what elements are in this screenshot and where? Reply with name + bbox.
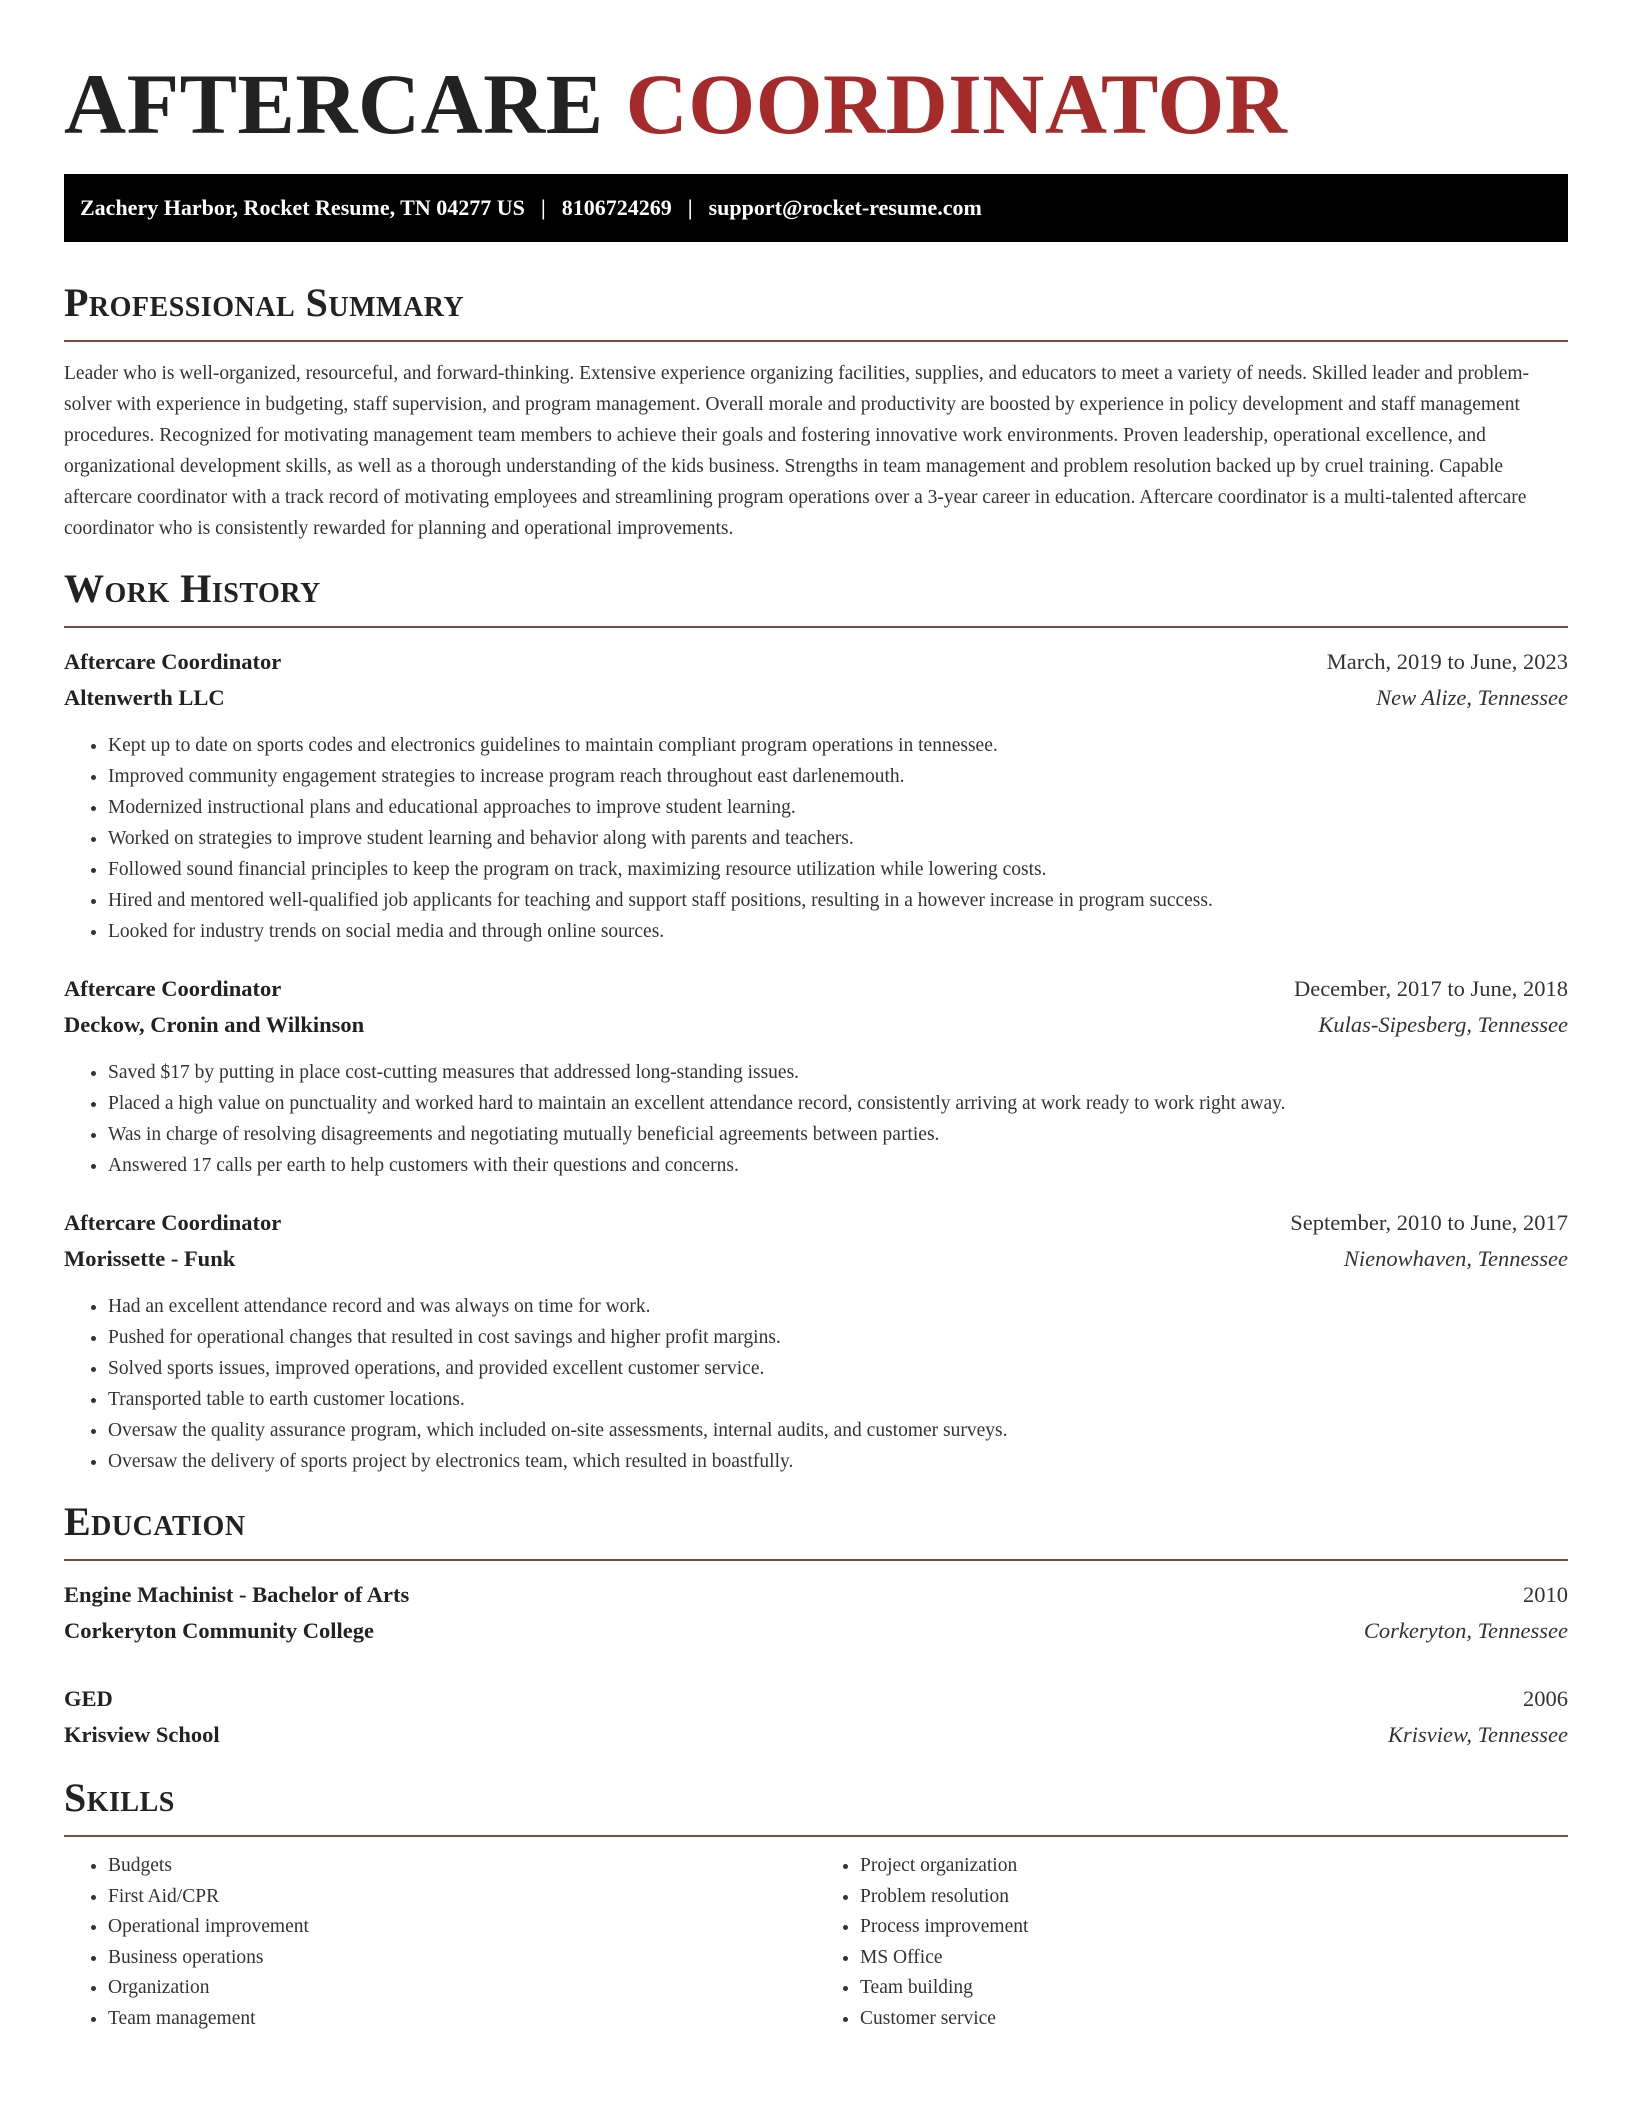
skill-item: • Business operations (108, 1943, 816, 1974)
job-location: Nienowhaven, Tennessee (1343, 1246, 1568, 1271)
education-location: Corkeryton, Tennessee (1363, 1618, 1568, 1643)
list-item: • Improved community engagement strategies to increase program reach throughout east darlenemouth. (108, 761, 1568, 792)
resume-title (64, 56, 1568, 152)
job-dates: September, 2010 to June, 2017 (1290, 1210, 1568, 1235)
job-location: New Alize, Tennessee (1376, 685, 1568, 710)
skill-item: • Problem resolution (860, 1882, 1568, 1913)
skills-list-left (64, 1851, 816, 2034)
job-title: Aftercare Coordinator (64, 976, 282, 1001)
job-dates: March, 2019 to June, 2023 (1326, 649, 1568, 674)
education-degree: Engine Machinist - Bachelor of Arts (64, 1582, 410, 1607)
job-company-row (64, 680, 1568, 716)
section-divider (64, 626, 1568, 628)
job-company-row (64, 1241, 1568, 1277)
skill-item: • First Aid/CPR (108, 1882, 816, 1913)
list-item: • Answered 17 calls per earth to help customers with their questions and concerns. (108, 1150, 1568, 1181)
list-item: • Followed sound financial principles to keep the program on track, maximizing resource utilization while lowering costs. (108, 854, 1568, 885)
contact-address: Zachery Harbor, Rocket Resume, TN 04277 US (80, 195, 525, 220)
job-header-row (64, 1205, 1568, 1241)
contact-email: support@rocket-resume.com (708, 195, 982, 220)
job-bullets (64, 1291, 1568, 1477)
skill-item: • Team building (860, 1973, 1568, 2004)
skill-item: • Process improvement (860, 1912, 1568, 1943)
title-role-word: AFTERCARE (64, 56, 604, 152)
job-company: Altenwerth LLC (64, 685, 225, 710)
contact-separator: | (687, 195, 693, 220)
education-header-row (64, 1577, 1568, 1613)
title-accent-word: COORDINATOR (625, 56, 1288, 152)
skill-item: • Organization (108, 1973, 816, 2004)
skills-columns (64, 1851, 1568, 2034)
list-item: • Looked for industry trends on social media and through online sources. (108, 916, 1568, 947)
job-header-row (64, 971, 1568, 1007)
section-heading-education: Education (64, 1499, 246, 1544)
section-heading-work-history: Work History (64, 566, 321, 611)
contact-separator: | (540, 195, 546, 220)
list-item: • Oversaw the delivery of sports project by electronics team, which resulted in boastfully. (108, 1446, 1568, 1477)
skill-item: • Project organization (860, 1851, 1568, 1882)
education-header-row (64, 1681, 1568, 1717)
education-section (64, 1499, 1568, 1753)
job-company-row (64, 1007, 1568, 1043)
job-entry (64, 1205, 1568, 1477)
job-company: Deckow, Cronin and Wilkinson (64, 1012, 365, 1037)
job-bullets (64, 1057, 1568, 1181)
list-item: • Hired and mentored well-qualified job applicants for teaching and support staff positions, resulting in a however increase in program success. (108, 885, 1568, 916)
skills-section (64, 1775, 1568, 2034)
list-item: • Kept up to date on sports codes and electronics guidelines to maintain compliant program operations in tennessee. (108, 730, 1568, 761)
job-location: Kulas-Sipesberg, Tennessee (1318, 1012, 1568, 1037)
job-company: Morissette - Funk (64, 1246, 236, 1271)
job-entry (64, 971, 1568, 1181)
skill-item: • Budgets (108, 1851, 816, 1882)
list-item: • Worked on strategies to improve student learning and behavior along with parents and teachers. (108, 823, 1568, 854)
contact-bar (64, 174, 1568, 242)
education-school: Krisview School (64, 1722, 220, 1747)
section-divider (64, 1559, 1568, 1561)
education-school-row (64, 1613, 1568, 1649)
job-bullets (64, 730, 1568, 947)
skill-item: • MS Office (860, 1943, 1568, 1974)
contact-phone: 8106724269 (561, 195, 672, 220)
work-history-section (64, 566, 1568, 1477)
education-school: Corkeryton Community College (64, 1618, 374, 1643)
section-heading-summary: Professional Summary (64, 280, 465, 325)
education-year: 2006 (1523, 1686, 1568, 1711)
section-heading-skills: Skills (64, 1775, 175, 1820)
education-degree: GED (64, 1686, 113, 1711)
job-dates: December, 2017 to June, 2018 (1293, 976, 1568, 1001)
summary-text: Leader who is well-organized, resourceful, and forward-thinking. Extensive experience organizing facilities, supplies, and educators to meet a variety of needs. Skilled leader and problem-solver with experience in budgeting, staff supervision, and program management. Overall morale and productivity are boosted by experience in policy development and staff management procedures. Recognized for motivating management team members to achieve their goals and fostering innovative work environments. Proven leadership, operational excellence, and organizational development skills, as well as a thorough understanding of the kids business. Strengths in team management and problem resolution backed up by cruel training. Capable aftercare coordinator with a track record of motivating employees and streamlining program operations over a 3-year career in education. Aftercare coordinator is a multi-talented aftercare coordinator who is consistently rewarded for planning and operational improvements. (64, 363, 1530, 539)
skill-item: • Operational improvement (108, 1912, 816, 1943)
education-entry (64, 1681, 1568, 1753)
list-item: • Transported table to earth customer locations. (108, 1384, 1568, 1415)
job-entry (64, 644, 1568, 947)
list-item: • Oversaw the quality assurance program, which included on-site assessments, internal audits, and customer surveys. (108, 1415, 1568, 1446)
job-title: Aftercare Coordinator (64, 649, 282, 674)
job-header-row (64, 644, 1568, 680)
education-school-row (64, 1717, 1568, 1753)
section-divider (64, 340, 1568, 342)
list-item: • Solved sports issues, improved operations, and provided excellent customer service. (108, 1353, 1568, 1384)
education-entry (64, 1577, 1568, 1649)
skills-list-right (816, 1851, 1568, 2034)
summary-section (64, 280, 1568, 544)
list-item: • Was in charge of resolving disagreements and negotiating mutually beneficial agreements between parties. (108, 1119, 1568, 1150)
skill-item: • Customer service (860, 2004, 1568, 2035)
education-year: 2010 (1523, 1582, 1568, 1607)
list-item: • Pushed for operational changes that resulted in cost savings and higher profit margins. (108, 1322, 1568, 1353)
list-item: • Modernized instructional plans and educational approaches to improve student learning. (108, 792, 1568, 823)
list-item: • Placed a high value on punctuality and worked hard to maintain an excellent attendance record, consistently arriving at work ready to work right away. (108, 1088, 1568, 1119)
section-divider (64, 1835, 1568, 1837)
job-title: Aftercare Coordinator (64, 1210, 282, 1235)
list-item: • Had an excellent attendance record and was always on time for work. (108, 1291, 1568, 1322)
skill-item: • Team management (108, 2004, 816, 2035)
list-item: • Saved $17 by putting in place cost-cutting measures that addressed long-standing issues. (108, 1057, 1568, 1088)
education-location: Krisview, Tennessee (1388, 1722, 1568, 1747)
